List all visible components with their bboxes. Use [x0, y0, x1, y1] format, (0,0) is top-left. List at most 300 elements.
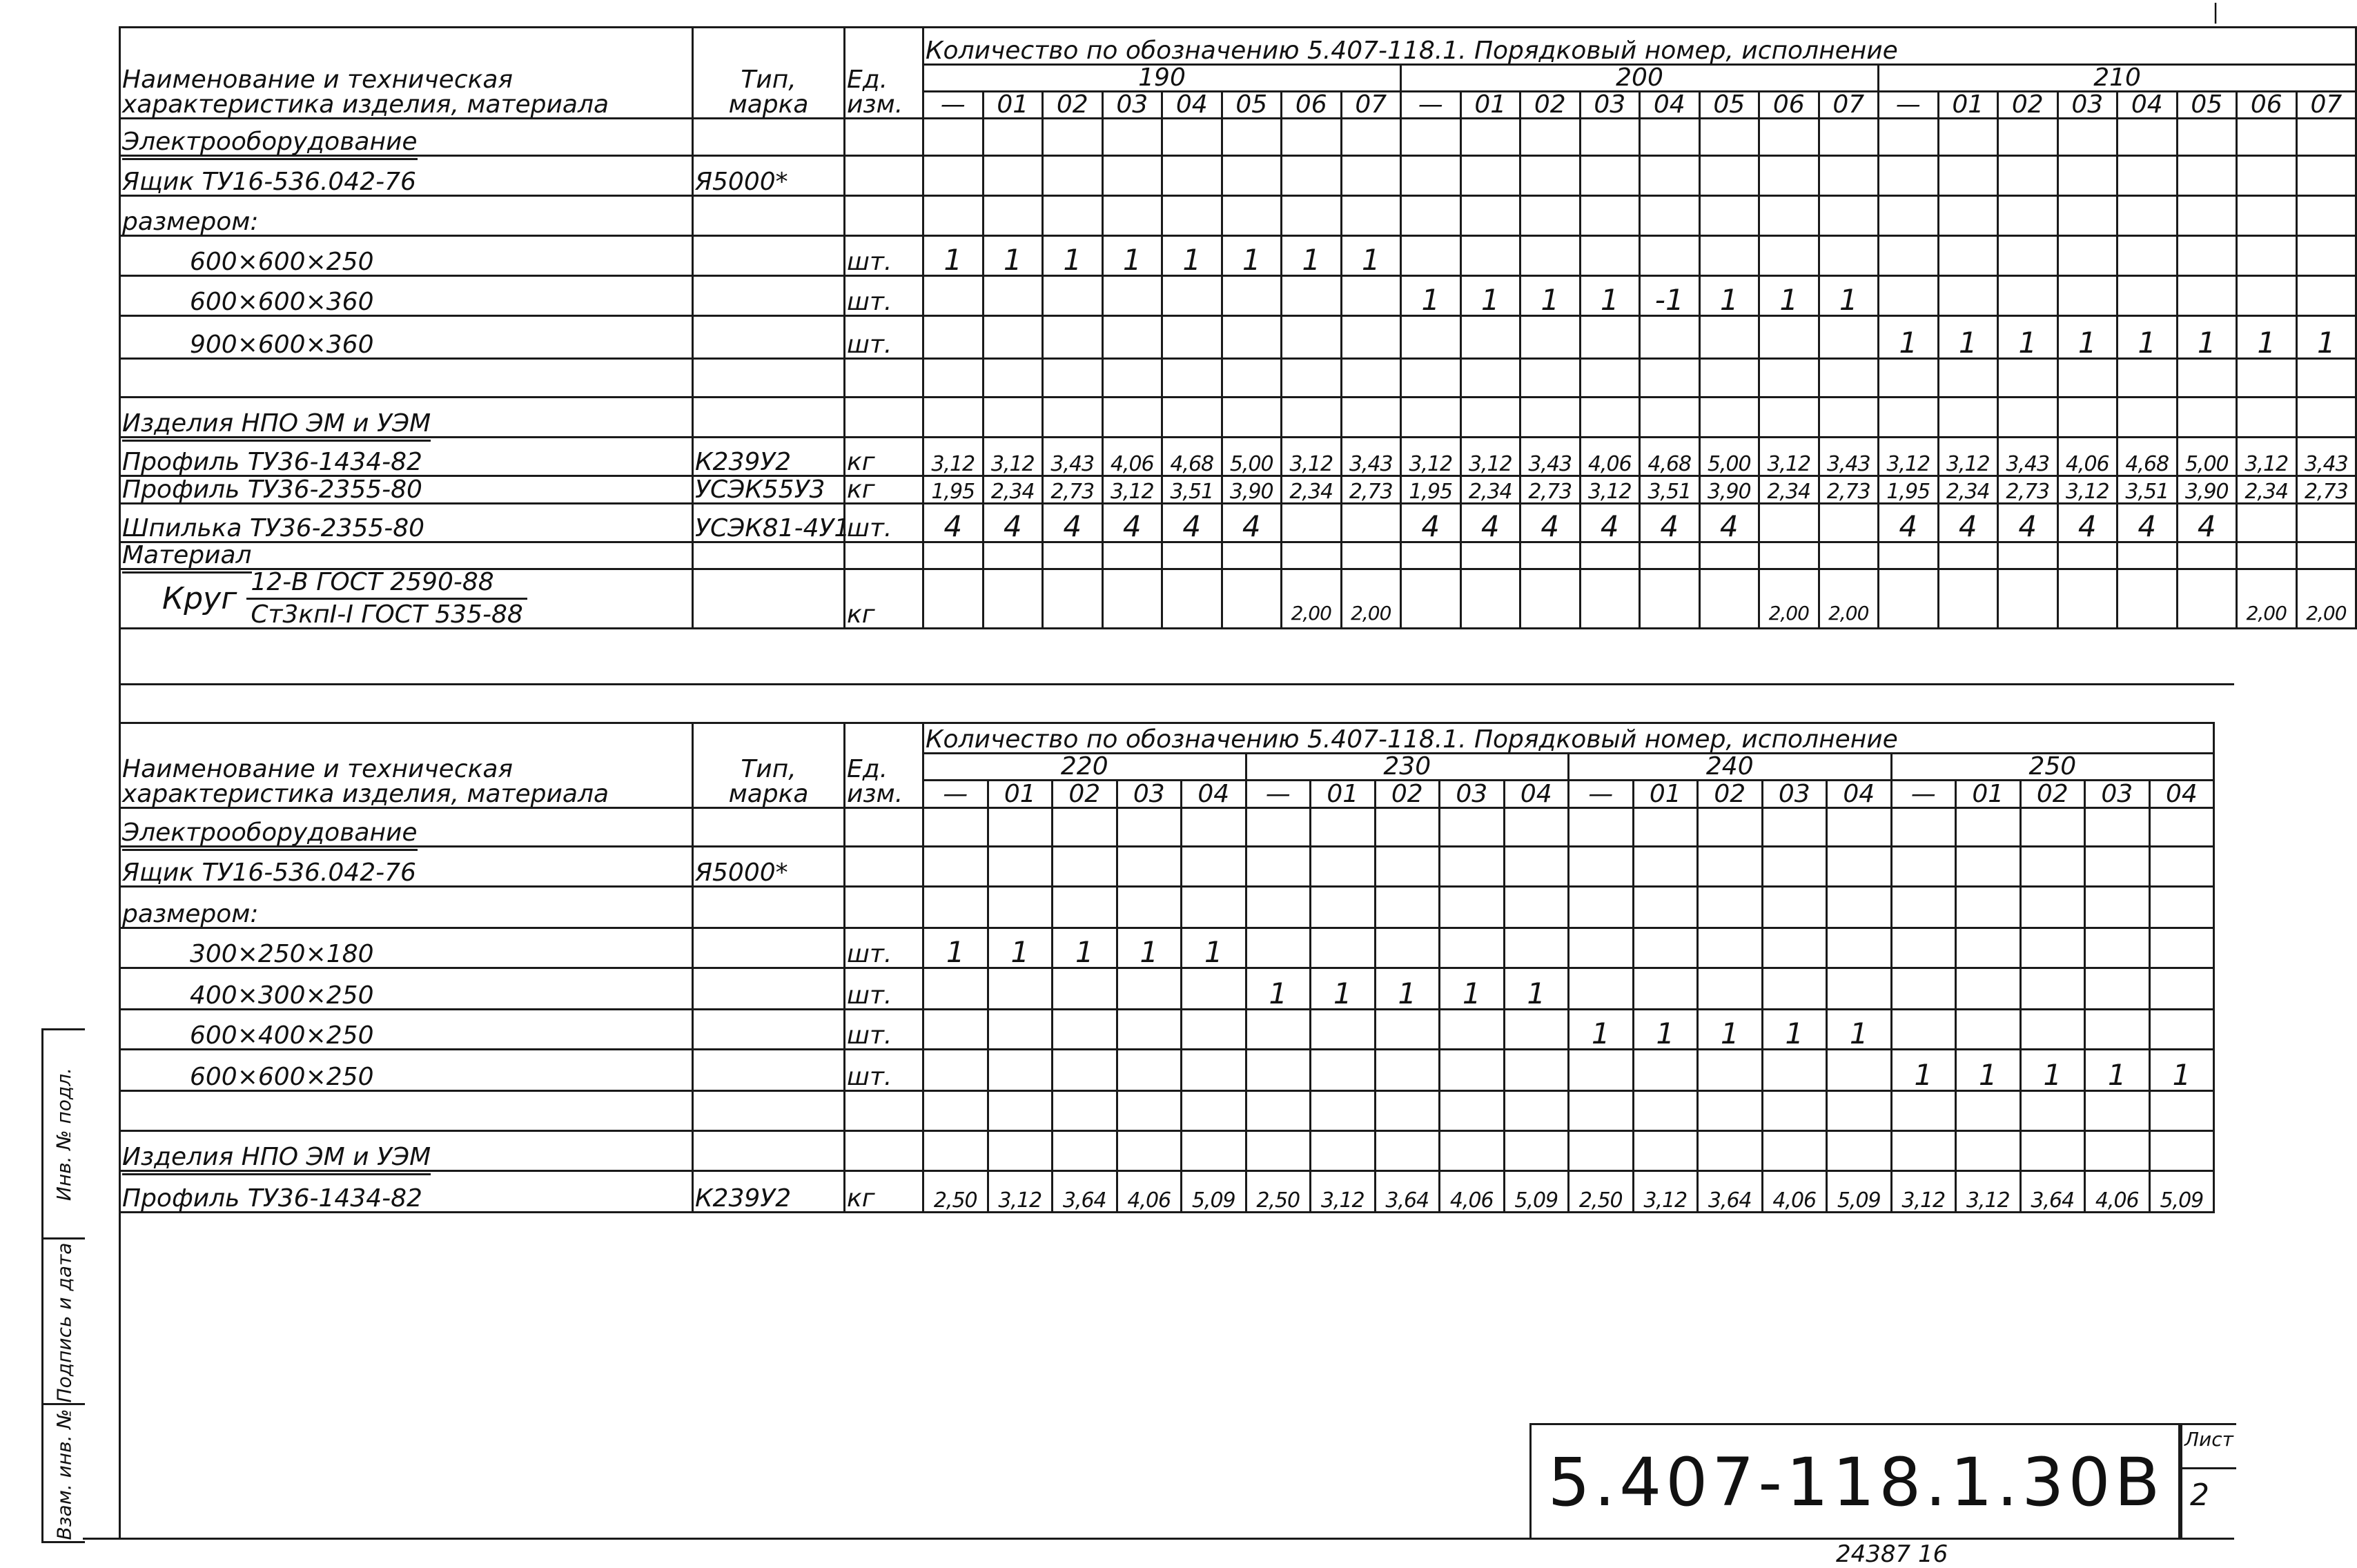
quantity-cell — [1043, 196, 1103, 236]
quantity-cell — [1504, 1050, 1569, 1091]
quantity-cell — [1956, 808, 2021, 847]
quantity-cell — [1182, 887, 1246, 928]
header-type-line: марка — [728, 780, 809, 808]
item-name — [120, 928, 693, 968]
quantity-cell — [1580, 542, 1640, 569]
quantity-cell — [1520, 569, 1581, 629]
variant-label: 05 — [1699, 92, 1759, 119]
group-label: 200 — [1401, 65, 1879, 92]
quantity-cell: 4 — [1222, 504, 1282, 542]
quantity-cell: 3,51 — [1162, 476, 1222, 504]
quantity-cell — [1891, 1091, 1956, 1131]
item-unit: кг — [845, 476, 923, 504]
quantity-cell — [1762, 928, 1827, 968]
quantity-cell — [988, 847, 1053, 887]
quantity-cell — [1762, 1131, 1827, 1171]
quantity-cell — [2177, 542, 2237, 569]
quantity-cell — [1222, 156, 1282, 196]
quantity-cell — [2149, 847, 2214, 887]
item-type — [693, 196, 845, 236]
quantity-cell — [2149, 1091, 2214, 1131]
quantity-cell: 5,00 — [1699, 438, 1759, 476]
variant-label: 06 — [1282, 92, 1342, 119]
side-stamp — [41, 1028, 85, 1543]
quantity-cell — [1698, 1091, 1763, 1131]
quantity-cell — [1117, 1010, 1182, 1050]
quantity-cell: 2,00 — [1759, 569, 1819, 629]
quantity-cell — [1282, 119, 1342, 156]
sheet-label: Лист — [2180, 1428, 2236, 1469]
table-row — [120, 156, 2356, 196]
quantity-cell — [1819, 398, 1879, 438]
quantity-cell — [1162, 542, 1222, 569]
quantity-cell — [1043, 156, 1103, 196]
quantity-cell — [1053, 1131, 1117, 1171]
quantity-cell — [1891, 1131, 1956, 1171]
item-type — [693, 119, 845, 156]
item-name-text: 300×250×180 — [190, 940, 374, 968]
quantity-cell — [1504, 887, 1569, 928]
quantity-cell — [1956, 887, 2021, 928]
quantity-cell: 3,51 — [2118, 476, 2178, 504]
quantity-cell: 1 — [1879, 316, 1939, 359]
quantity-cell: 4,68 — [1162, 438, 1222, 476]
variant-label: — — [1569, 781, 1634, 808]
quantity-cell — [1520, 542, 1581, 569]
quantity-title: Количество по обозначению 5.407-118.1. Порядковый номер, исполнение — [923, 723, 2214, 754]
quantity-cell — [983, 119, 1043, 156]
quantity-cell — [1460, 119, 1520, 156]
quantity-cell — [923, 398, 984, 438]
quantity-cell — [1440, 928, 1505, 968]
quantity-cell — [1282, 276, 1342, 316]
item-unit — [845, 1091, 923, 1131]
item-unit: шт. — [845, 504, 923, 542]
item-type — [693, 1131, 845, 1171]
quantity-cell: 3,51 — [1640, 476, 1700, 504]
quantity-cell — [1117, 1131, 1182, 1171]
quantity-cell — [1246, 847, 1311, 887]
quantity-cell — [2296, 119, 2356, 156]
quantity-cell: -1 — [1640, 276, 1700, 316]
quantity-cell — [1699, 359, 1759, 398]
quantity-cell — [1182, 1091, 1246, 1131]
quantity-cell — [1460, 196, 1520, 236]
quantity-cell — [1580, 316, 1640, 359]
quantity-cell — [1246, 1091, 1311, 1131]
quantity-cell — [923, 1010, 988, 1050]
quantity-cell: 4 — [2177, 504, 2237, 542]
quantity-cell — [1311, 1131, 1376, 1171]
quantity-cell — [923, 119, 984, 156]
quantity-cell — [1102, 542, 1162, 569]
quantity-cell — [1998, 359, 2058, 398]
quantity-cell — [1998, 236, 2058, 276]
quantity-cell — [2118, 236, 2178, 276]
quantity-cell: 3,12 — [1102, 476, 1162, 504]
item-name-text: Изделия НПО ЭМ и УЭМ — [122, 409, 431, 442]
table-row — [120, 1010, 2214, 1050]
header-name-cell — [120, 723, 693, 808]
quantity-cell — [1162, 276, 1222, 316]
quantity-cell — [923, 276, 984, 316]
quantity-cell: 2,73 — [1998, 476, 2058, 504]
quantity-cell — [2237, 196, 2297, 236]
top-edge-mark: | — [2212, 0, 2220, 24]
table-row — [120, 316, 2356, 359]
quantity-cell: 3,12 — [1401, 438, 1461, 476]
quantity-cell — [1375, 1131, 1440, 1171]
quantity-cell — [923, 196, 984, 236]
quantity-cell — [1819, 504, 1879, 542]
variant-label: 01 — [1460, 92, 1520, 119]
quantity-cell — [1827, 808, 1892, 847]
item-type — [693, 1050, 845, 1091]
quantity-cell — [1440, 1131, 1505, 1171]
group-label: 250 — [1891, 754, 2214, 781]
variant-label: 03 — [1102, 92, 1162, 119]
quantity-cell — [1053, 808, 1117, 847]
quantity-cell: 1 — [1222, 236, 1282, 276]
quantity-cell: 1 — [1053, 928, 1117, 968]
quantity-cell — [1053, 1010, 1117, 1050]
quantity-cell — [983, 156, 1043, 196]
quantity-cell — [1569, 887, 1634, 928]
item-name-text: размером: — [122, 208, 259, 236]
quantity-cell — [1879, 119, 1939, 156]
quantity-cell — [1102, 196, 1162, 236]
variant-label: 07 — [2296, 92, 2356, 119]
quantity-cell — [2296, 156, 2356, 196]
quantity-cell — [988, 1050, 1053, 1091]
variant-label: 02 — [1698, 781, 1763, 808]
quantity-cell — [1401, 398, 1461, 438]
group-label: 210 — [1879, 65, 2356, 92]
quantity-cell: 3,12 — [923, 438, 984, 476]
quantity-cell — [1401, 236, 1461, 276]
variant-label: 01 — [1633, 781, 1698, 808]
quantity-cell — [1633, 808, 1698, 847]
quantity-cell: 1 — [1341, 236, 1401, 276]
variant-label: 02 — [1375, 781, 1440, 808]
quantity-cell: 1 — [1182, 928, 1246, 968]
quantity-cell: 3,12 — [1460, 438, 1520, 476]
quantity-cell — [1938, 196, 1998, 236]
item-unit: шт. — [845, 276, 923, 316]
krug-top: 12-В ГОСТ 2590-88 — [246, 570, 527, 600]
variant-label: 04 — [1162, 92, 1222, 119]
quantity-cell — [1938, 236, 1998, 276]
header-unit-line: изм. — [847, 90, 903, 119]
item-unit — [845, 542, 923, 569]
quantity-cell — [1699, 542, 1759, 569]
quantity-cell — [2118, 542, 2178, 569]
variant-label: 03 — [1117, 781, 1182, 808]
quantity-cell — [2020, 928, 2085, 968]
quantity-cell — [1569, 1131, 1634, 1171]
quantity-cell — [1520, 236, 1581, 276]
item-unit: шт. — [845, 1050, 923, 1091]
quantity-cell — [2020, 1010, 2085, 1050]
quantity-title: Количество по обозначению 5.407-118.1. Порядковый номер, исполнение — [923, 28, 2356, 65]
quantity-cell: 1 — [923, 236, 984, 276]
quantity-cell — [1246, 1010, 1311, 1050]
quantity-cell: 3,43 — [1520, 438, 1581, 476]
item-name — [120, 359, 693, 398]
quantity-cell: 5,09 — [2149, 1171, 2214, 1213]
quantity-cell — [1311, 928, 1376, 968]
item-name-text: Профиль ТУ36-2355-80 — [122, 476, 422, 504]
quantity-cell — [1938, 542, 1998, 569]
quantity-cell — [2177, 119, 2237, 156]
quantity-cell — [2057, 359, 2118, 398]
quantity-cell — [1053, 887, 1117, 928]
quantity-cell: 5,09 — [1504, 1171, 1569, 1213]
frame-separator — [119, 683, 2234, 685]
quantity-cell — [1879, 276, 1939, 316]
quantity-cell — [1460, 569, 1520, 629]
item-unit — [845, 359, 923, 398]
quantity-cell — [923, 968, 988, 1010]
item-name — [120, 1091, 693, 1131]
quantity-cell — [1043, 276, 1103, 316]
quantity-cell — [1162, 156, 1222, 196]
quantity-cell: 3,90 — [1699, 476, 1759, 504]
sheet-number: 2 — [2190, 1478, 2209, 1513]
quantity-cell — [1640, 569, 1700, 629]
quantity-cell — [1569, 1050, 1634, 1091]
quantity-cell — [1759, 236, 1819, 276]
item-unit: кг — [845, 569, 923, 629]
quantity-cell — [1341, 196, 1401, 236]
quantity-cell — [1053, 1050, 1117, 1091]
document-designation: 5.407-118.1.30В — [1529, 1423, 2182, 1540]
quantity-cell: 4 — [1879, 504, 1939, 542]
quantity-cell — [1341, 119, 1401, 156]
quantity-cell — [923, 542, 984, 569]
item-type — [693, 928, 845, 968]
quantity-cell — [2296, 276, 2356, 316]
item-name-text: Шпилька ТУ36-2355-80 — [122, 514, 425, 542]
quantity-cell — [1102, 398, 1162, 438]
item-name — [120, 1171, 693, 1213]
quantity-cell — [1759, 504, 1819, 542]
quantity-cell — [1640, 316, 1700, 359]
quantity-cell — [923, 887, 988, 928]
archive-number: 24387 16 — [1836, 1540, 1948, 1568]
header-unit-line: изм. — [847, 780, 903, 808]
quantity-cell — [2149, 1131, 2214, 1171]
inv-number-label: Инв. № подл. — [52, 1067, 76, 1201]
quantity-cell — [1759, 398, 1819, 438]
quantity-cell — [2057, 196, 2118, 236]
quantity-cell — [1043, 316, 1103, 359]
side-stamp-cell — [43, 1403, 85, 1543]
quantity-cell: 2,00 — [1282, 569, 1342, 629]
quantity-cell — [2085, 808, 2150, 847]
item-name — [120, 119, 693, 156]
quantity-cell — [1401, 196, 1461, 236]
quantity-cell — [1117, 1050, 1182, 1091]
quantity-cell: 1 — [1401, 276, 1461, 316]
quantity-cell: 1 — [2296, 316, 2356, 359]
quantity-cell: 1 — [1819, 276, 1879, 316]
item-name — [120, 476, 693, 504]
item-type: УСЭК81-4У1 — [693, 504, 845, 542]
quantity-cell — [1460, 156, 1520, 196]
quantity-cell — [1879, 359, 1939, 398]
variant-label: 04 — [2118, 92, 2178, 119]
quantity-cell — [2177, 276, 2237, 316]
variant-label: 04 — [1640, 92, 1700, 119]
quantity-cell: 3,12 — [1282, 438, 1342, 476]
quantity-cell: 2,34 — [2237, 476, 2297, 504]
item-unit: шт. — [845, 928, 923, 968]
quantity-cell: 1 — [1162, 236, 1222, 276]
quantity-cell: 1 — [1440, 968, 1505, 1010]
quantity-cell — [1117, 887, 1182, 928]
spec-table-1 — [119, 26, 2357, 629]
quantity-cell — [1640, 156, 1700, 196]
quantity-cell — [1569, 968, 1634, 1010]
variant-label: 04 — [1827, 781, 1892, 808]
quantity-cell — [988, 1010, 1053, 1050]
quantity-cell: 4,06 — [1117, 1171, 1182, 1213]
quantity-cell — [923, 1131, 988, 1171]
quantity-cell — [923, 156, 984, 196]
quantity-cell — [1375, 1010, 1440, 1050]
quantity-cell — [2057, 119, 2118, 156]
quantity-cell — [1043, 398, 1103, 438]
variant-label: 03 — [2057, 92, 2118, 119]
quantity-cell: 3,43 — [1043, 438, 1103, 476]
quantity-cell — [1640, 236, 1700, 276]
item-type: К239У2 — [693, 1171, 845, 1213]
item-name-text: 600×600×250 — [190, 1063, 374, 1091]
quantity-cell: 1 — [983, 236, 1043, 276]
quantity-cell: 4,06 — [1580, 438, 1640, 476]
quantity-cell: 1 — [1520, 276, 1581, 316]
table-row — [120, 887, 2214, 928]
quantity-cell — [2237, 236, 2297, 276]
quantity-cell — [1246, 808, 1311, 847]
quantity-cell — [1162, 119, 1222, 156]
item-name-text: Электрооборудование — [122, 128, 418, 160]
quantity-cell — [1341, 542, 1401, 569]
quantity-cell — [2085, 847, 2150, 887]
quantity-cell — [1246, 1131, 1311, 1171]
quantity-cell — [1698, 928, 1763, 968]
table-row — [120, 847, 2214, 887]
quantity-cell — [1633, 1131, 1698, 1171]
quantity-cell — [2177, 156, 2237, 196]
table-row — [120, 236, 2356, 276]
variant-label: 03 — [1762, 781, 1827, 808]
item-type: Я5000* — [693, 156, 845, 196]
quantity-cell — [1182, 968, 1246, 1010]
quantity-cell — [1827, 928, 1892, 968]
quantity-cell — [1520, 398, 1581, 438]
item-type — [693, 1010, 845, 1050]
quantity-cell — [1956, 1131, 2021, 1171]
group-label: 190 — [923, 65, 1401, 92]
quantity-cell — [1504, 1131, 1569, 1171]
quantity-cell — [1640, 196, 1700, 236]
quantity-cell — [1102, 156, 1162, 196]
quantity-cell — [2118, 119, 2178, 156]
quantity-cell — [1640, 359, 1700, 398]
quantity-cell: 4 — [1401, 504, 1461, 542]
quantity-cell: 4 — [1998, 504, 2058, 542]
quantity-cell: 1 — [2020, 1050, 2085, 1091]
item-name-text: Электрооборудование — [122, 819, 418, 851]
variant-label: 04 — [1504, 781, 1569, 808]
variant-label: 02 — [1053, 781, 1117, 808]
quantity-cell — [2149, 887, 2214, 928]
quantity-cell — [1819, 236, 1879, 276]
item-type: УСЭК55У3 — [693, 476, 845, 504]
quantity-cell — [1162, 316, 1222, 359]
quantity-cell — [1282, 542, 1342, 569]
quantity-cell — [2177, 196, 2237, 236]
quantity-cell — [1699, 196, 1759, 236]
item-name — [120, 542, 693, 569]
quantity-cell — [1827, 1131, 1892, 1171]
quantity-cell — [2020, 887, 2085, 928]
quantity-cell: 2,00 — [2296, 569, 2356, 629]
quantity-cell: 2,00 — [2237, 569, 2297, 629]
quantity-cell — [1938, 276, 1998, 316]
variant-label: 02 — [2020, 781, 2085, 808]
quantity-cell — [2296, 196, 2356, 236]
quantity-cell — [1762, 1091, 1827, 1131]
quantity-cell — [1460, 398, 1520, 438]
quantity-cell — [2177, 569, 2237, 629]
quantity-cell — [1043, 359, 1103, 398]
quantity-cell — [923, 1091, 988, 1131]
quantity-cell — [1698, 1050, 1763, 1091]
quantity-cell — [1698, 887, 1763, 928]
table-row — [120, 1131, 2214, 1171]
quantity-cell — [2296, 504, 2356, 542]
item-name — [120, 196, 693, 236]
header-name-line: Наименование и техническая — [122, 755, 514, 783]
quantity-cell — [1633, 1091, 1698, 1131]
quantity-cell — [1762, 1050, 1827, 1091]
quantity-cell: 4,68 — [1640, 438, 1700, 476]
quantity-cell — [1341, 359, 1401, 398]
header-type-line: марка — [728, 90, 809, 119]
quantity-cell — [1311, 1010, 1376, 1050]
quantity-cell — [983, 196, 1043, 236]
group-label: 240 — [1569, 754, 1892, 781]
quantity-cell — [1162, 196, 1222, 236]
item-name-text: 600×600×360 — [190, 288, 374, 316]
item-name-text: Профиль ТУ36-1434-82 — [122, 448, 422, 476]
quantity-cell — [2149, 808, 2214, 847]
spec-table-2 — [119, 722, 2215, 1213]
quantity-cell — [1580, 156, 1640, 196]
quantity-cell: 3,64 — [1698, 1171, 1763, 1213]
item-type — [693, 316, 845, 359]
quantity-cell: 1 — [1633, 1010, 1698, 1050]
item-unit: шт. — [845, 1010, 923, 1050]
table-row — [120, 542, 2356, 569]
item-type — [693, 359, 845, 398]
quantity-cell — [1879, 542, 1939, 569]
quantity-cell — [1375, 1091, 1440, 1131]
quantity-cell — [1759, 156, 1819, 196]
